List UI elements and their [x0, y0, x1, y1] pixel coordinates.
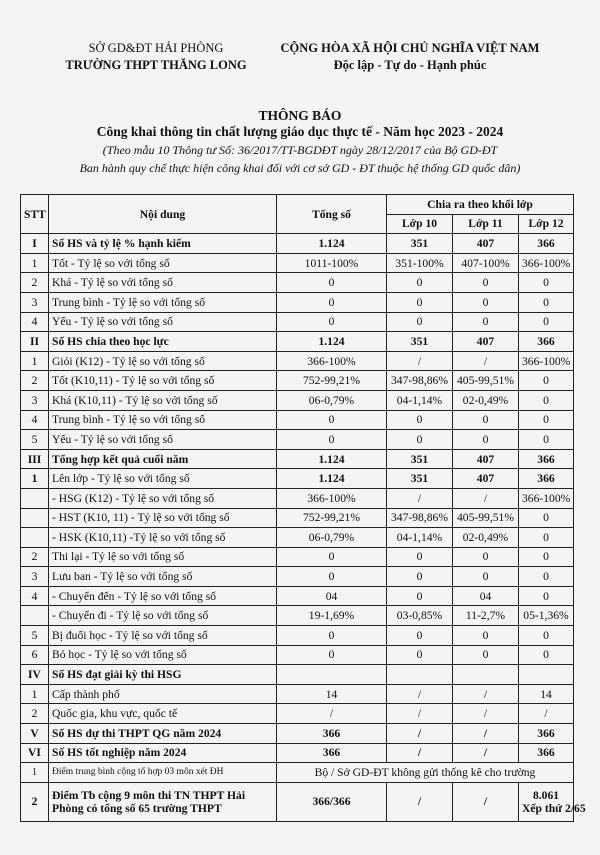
col-grade-12: Lớp 12 [519, 214, 574, 234]
col-grade-10: Lớp 10 [387, 214, 453, 234]
cell-stt: 4 [21, 410, 49, 430]
col-total: Tổng số [277, 195, 387, 234]
cell-total: 0 [277, 626, 387, 646]
cell-total [277, 665, 387, 685]
cell-total: 366 [277, 743, 387, 763]
cell-grade-11: 0 [453, 312, 519, 332]
table-row [21, 704, 574, 724]
cell-grade-10: 0 [387, 567, 453, 587]
cell-grade-10: / [387, 704, 453, 724]
cell-grade-10: 04-1,14% [387, 390, 453, 410]
cell-grade-10: 351 [387, 449, 453, 469]
cell-grade-11: 407 [453, 332, 519, 352]
table-row [21, 567, 574, 587]
cell-grade-10: 347-98,86% [387, 371, 453, 391]
cell-stt: VI [21, 743, 49, 763]
cell-total: 1011-100% [277, 253, 387, 273]
cell-content: Bị đuổi học - Tỷ lệ so với tổng số [49, 626, 277, 646]
cell-grade-10: 0 [387, 586, 453, 606]
cell-content: Tốt (K10,11) - Tỷ lệ so với tổng số [49, 371, 277, 391]
table-row [21, 528, 574, 548]
cell-stt: 2 [21, 782, 49, 821]
score-value: 8.061 [532, 788, 560, 802]
cell-stt [21, 508, 49, 528]
cell-grade-11: 0 [453, 567, 519, 587]
cell-grade-12: 366 [519, 469, 574, 489]
cell-grade-12: 0 [519, 410, 574, 430]
cell-stt: III [21, 449, 49, 469]
school-header [56, 40, 256, 74]
cell-content: - HST (K10, 11) - Tỷ lệ so với tổng số [49, 508, 277, 528]
cell-grade-11: 407 [453, 469, 519, 489]
cell-content: Bỏ học - Tỷ lệ so với tổng số [49, 645, 277, 665]
table-row [21, 371, 574, 391]
table-row [21, 292, 574, 312]
cell-grade-12: 0 [519, 312, 574, 332]
cell-grade-12: 0 [519, 567, 574, 587]
cell-stt [21, 528, 49, 548]
cell-stt: 3 [21, 567, 49, 587]
cell-grade-12: 0 [519, 292, 574, 312]
cell-total: 04 [277, 586, 387, 606]
cell-grade-12 [519, 782, 586, 821]
cell-stt: 5 [21, 430, 49, 450]
cell-content: Tốt - Tỷ lệ so với tổng số [49, 253, 277, 273]
cell-grade-11: 0 [453, 430, 519, 450]
cell-grade-11: 04 [453, 586, 519, 606]
cell-grade-12: 366-100% [519, 351, 574, 371]
school-name: TRƯỜNG THPT THĂNG LONG [65, 58, 247, 72]
cell-grade-11: 407-100% [453, 253, 519, 273]
cell-grade-10: 0 [387, 626, 453, 646]
rank-value: Xếp thứ 2/65 [522, 801, 586, 815]
cell-grade-12: 0 [519, 586, 574, 606]
cell-grade-11: / [453, 782, 519, 821]
col-grade-11: Lớp 11 [453, 214, 519, 234]
col-split: Chia ra theo khối lớp [387, 195, 574, 215]
cell-total: 1.124 [277, 449, 387, 469]
cell-grade-10: / [387, 782, 453, 821]
cell-grade-11: 0 [453, 626, 519, 646]
cell-content: Lưu ban - Tỷ lệ so với tổng số [49, 567, 277, 587]
cell-total: 366-100% [277, 488, 387, 508]
legal-note-1: (Theo mẫu 10 Thông tư Số: 36/2017/TT-BGDĐT ngày 28/12/2017 của Bộ GD-ĐT [102, 143, 498, 157]
table-row [21, 469, 574, 489]
country-name: CỘNG HÒA XÃ HỘI CHỦ NGHĨA VIỆT NAM [280, 41, 540, 55]
cell-grade-11 [453, 665, 519, 685]
cell-grade-10: 0 [387, 273, 453, 293]
cell-grade-12: 366 [519, 234, 574, 254]
cell-grade-12: 14 [519, 684, 574, 704]
cell-content: - Chuyển đến - Tỷ lệ so với tổng số [49, 586, 277, 606]
cell-grade-12: 366 [519, 743, 574, 763]
table-row [21, 273, 574, 293]
cell-grade-10: 0 [387, 430, 453, 450]
cell-grade-10: 347-98,86% [387, 508, 453, 528]
cell-grade-10: 351 [387, 234, 453, 254]
table-row [21, 684, 574, 704]
cell-grade-12: 366-100% [519, 488, 574, 508]
table-row [21, 430, 574, 450]
cell-note: Bộ / Sở GD-ĐT không gửi thống kê cho trường [277, 763, 574, 783]
cell-grade-12: 366-100% [519, 253, 574, 273]
cell-stt: 1 [21, 469, 49, 489]
cell-content: Điểm Tb cộng 9 môn thi TN THPT Hải Phòng có tổng số 65 trường THPT [49, 782, 277, 821]
cell-stt [21, 488, 49, 508]
cell-stt: 4 [21, 312, 49, 332]
cell-grade-11: / [453, 743, 519, 763]
cell-stt: 4 [21, 586, 49, 606]
cell-content: Số HS tốt nghiệp năm 2024 [49, 743, 277, 763]
table-row [21, 743, 574, 763]
table-row [21, 763, 574, 783]
cell-grade-12: 0 [519, 528, 574, 548]
table-row [21, 449, 574, 469]
cell-grade-12: 0 [519, 430, 574, 450]
cell-grade-11: 0 [453, 410, 519, 430]
cell-content: Thi lại - Tỷ lệ so với tổng số [49, 547, 277, 567]
cell-total: 1.124 [277, 234, 387, 254]
cell-grade-10: / [387, 684, 453, 704]
national-motto [260, 40, 560, 74]
cell-content: Yếu - Tỷ lệ so với tổng số [49, 430, 277, 450]
cell-total: 0 [277, 430, 387, 450]
cell-grade-11: / [453, 351, 519, 371]
cell-total: 06-0,79% [277, 390, 387, 410]
cell-content: Khá - Tỷ lệ so với tổng số [49, 273, 277, 293]
cell-grade-11: 0 [453, 645, 519, 665]
cell-grade-12: 0 [519, 547, 574, 567]
table-row [21, 724, 574, 744]
cell-stt: 1 [21, 351, 49, 371]
cell-grade-10: 04-1,14% [387, 528, 453, 548]
cell-content: Quốc gia, khu vực, quốc tế [49, 704, 277, 724]
cell-stt: 2 [21, 273, 49, 293]
table-row [21, 312, 574, 332]
cell-grade-11: / [453, 488, 519, 508]
cell-stt: 6 [21, 645, 49, 665]
cell-content: Tổng hợp kết quả cuối năm [49, 449, 277, 469]
table-row [21, 332, 574, 352]
cell-grade-10: 351 [387, 469, 453, 489]
cell-grade-11: 0 [453, 273, 519, 293]
cell-grade-12: / [519, 704, 574, 724]
legal-note-2: Ban hành quy chế thực hiện công khai đối với cơ sở GD - ĐT thuộc hệ thống GD quốc dân) [79, 161, 521, 175]
cell-total: 0 [277, 273, 387, 293]
cell-total: 1.124 [277, 332, 387, 352]
cell-grade-10: 351-100% [387, 253, 453, 273]
cell-grade-11: 407 [453, 449, 519, 469]
cell-grade-12: 0 [519, 390, 574, 410]
cell-content: Cấp thành phố [49, 684, 277, 704]
cell-grade-12: 366 [519, 724, 574, 744]
cell-grade-12: 0 [519, 645, 574, 665]
cell-total: 366 [277, 724, 387, 744]
cell-total: 0 [277, 312, 387, 332]
cell-content: Giỏi (K12) - Tỷ lệ so với tổng số [49, 351, 277, 371]
cell-content: - Chuyển đi - Tỷ lệ so với tổng số [49, 606, 277, 626]
cell-grade-10: / [387, 743, 453, 763]
cell-total: 0 [277, 547, 387, 567]
cell-total: 1.124 [277, 469, 387, 489]
table-row [21, 488, 574, 508]
table-row [21, 351, 574, 371]
cell-content: Số HS chia theo học lực [49, 332, 277, 352]
cell-stt: 1 [21, 253, 49, 273]
cell-stt: II [21, 332, 49, 352]
cell-stt: V [21, 724, 49, 744]
table-row [21, 645, 574, 665]
cell-total: 366/366 [277, 782, 387, 821]
cell-stt: 1 [21, 684, 49, 704]
cell-grade-11: 407 [453, 234, 519, 254]
cell-grade-10 [387, 665, 453, 685]
table-row [21, 253, 574, 273]
table-row [21, 626, 574, 646]
cell-stt: 2 [21, 547, 49, 567]
cell-grade-10: / [387, 724, 453, 744]
cell-total: 0 [277, 645, 387, 665]
cell-stt: 2 [21, 371, 49, 391]
cell-content: Số HS và tỷ lệ % hạnh kiểm [49, 234, 277, 254]
cell-content: - HSK (K10,11) -Tỷ lệ so với tổng số [49, 528, 277, 548]
cell-grade-11: 405-99,51% [453, 371, 519, 391]
cell-total: / [277, 704, 387, 724]
cell-total: 0 [277, 292, 387, 312]
cell-grade-10: 03-0,85% [387, 606, 453, 626]
col-content: Nội dung [49, 195, 277, 234]
page-subtitle: Công khai thông tin chất lượng giáo dục thực tế - Năm học 2023 - 2024 [96, 124, 504, 139]
table-row [21, 390, 574, 410]
cell-total: 19-1,69% [277, 606, 387, 626]
cell-grade-11: 0 [453, 547, 519, 567]
cell-grade-11: 02-0,49% [453, 528, 519, 548]
cell-content: Khá (K10,11) - Tỷ lệ so với tổng số [49, 390, 277, 410]
cell-grade-10: 0 [387, 645, 453, 665]
cell-grade-10: / [387, 488, 453, 508]
col-stt: STT [21, 195, 49, 234]
cell-stt [21, 606, 49, 626]
cell-stt: 3 [21, 292, 49, 312]
cell-grade-10: 0 [387, 547, 453, 567]
cell-stt: IV [21, 665, 49, 685]
cell-grade-12: 05-1,36% [519, 606, 574, 626]
cell-grade-11: / [453, 684, 519, 704]
cell-content: - HSG (K12) - Tỷ lệ so với tổng số [49, 488, 277, 508]
cell-grade-11: / [453, 724, 519, 744]
cell-stt: 1 [21, 763, 49, 783]
cell-content: Lên lớp - Tỷ lệ so với tổng số [49, 469, 277, 489]
table-row [21, 586, 574, 606]
table-row [21, 410, 574, 430]
cell-grade-10: 351 [387, 332, 453, 352]
cell-content: Trung bình - Tỷ lệ so với tổng số [49, 292, 277, 312]
cell-grade-11: / [453, 704, 519, 724]
cell-grade-12: 0 [519, 273, 574, 293]
cell-grade-11: 02-0,49% [453, 390, 519, 410]
cell-grade-11: 405-99,51% [453, 508, 519, 528]
cell-stt: I [21, 234, 49, 254]
cell-grade-10: 0 [387, 312, 453, 332]
quality-table [20, 194, 586, 822]
cell-content: Điểm trung bình cộng tổ hợp 03 môn xét ĐH [49, 763, 277, 783]
motto: Độc lập - Tự do - Hạnh phúc [333, 58, 487, 72]
table-row [21, 547, 574, 567]
department-name: SỞ GD&ĐT HẢI PHÒNG [88, 41, 224, 55]
cell-grade-11: 11-2,7% [453, 606, 519, 626]
cell-content: Số HS đạt giải kỳ thi HSG [49, 665, 277, 685]
table-row [21, 606, 574, 626]
cell-content: Số HS dự thi THPT QG năm 2024 [49, 724, 277, 744]
cell-grade-11: 0 [453, 292, 519, 312]
cell-content: Trung bình - Tỷ lệ so với tổng số [49, 410, 277, 430]
cell-stt: 3 [21, 390, 49, 410]
table-row [21, 665, 574, 685]
cell-total: 366-100% [277, 351, 387, 371]
cell-grade-12: 0 [519, 626, 574, 646]
table-row [21, 508, 574, 528]
cell-grade-12: 0 [519, 371, 574, 391]
cell-total: 752-99,21% [277, 371, 387, 391]
cell-grade-12: 366 [519, 449, 574, 469]
cell-total: 0 [277, 567, 387, 587]
cell-content: Yếu - Tỷ lệ so với tổng số [49, 312, 277, 332]
cell-total: 14 [277, 684, 387, 704]
cell-stt: 5 [21, 626, 49, 646]
page-title: THÔNG BÁO [258, 108, 342, 123]
cell-grade-10: 0 [387, 410, 453, 430]
cell-grade-10: / [387, 351, 453, 371]
cell-total: 0 [277, 410, 387, 430]
cell-grade-12: 366 [519, 332, 574, 352]
cell-total: 06-0,79% [277, 528, 387, 548]
cell-stt: 2 [21, 704, 49, 724]
cell-total: 752-99,21% [277, 508, 387, 528]
cell-grade-12 [519, 665, 574, 685]
table-row [21, 234, 574, 254]
table-row [21, 782, 574, 821]
cell-grade-10: 0 [387, 292, 453, 312]
cell-grade-12: 0 [519, 508, 574, 528]
